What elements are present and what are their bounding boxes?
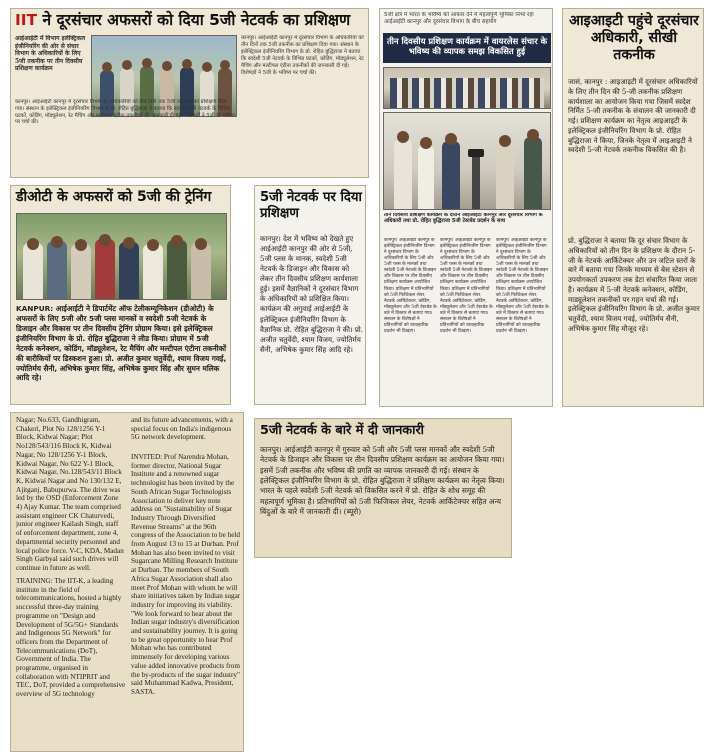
clip2-group-photo: [383, 67, 551, 109]
clip3-headline: आइआइटी पहुंचे दूरसंचार अधिकारी, सीखी तकनीक: [569, 13, 699, 63]
clipping-telecom-officers-learn: [562, 8, 704, 407]
clip7-headline: 5जी नेटवर्क के बारे में दी जानकारी: [260, 423, 424, 438]
clip7-body: कानपुर। आईआईटी कानपुर में गुरुवार को 5जी और 5जी प्लस मानकों और स्वदेशी 5जी नेटवर्क के डिजाइन और विकास पर तीन दिवसीय प्रशिक्षण कार्यक्रम का आयोजन किया गया। इसमें 5जी तकनीक और भविष्य की प्रगति का व्यापक जानकारी दी गई। संस्थान के इलेक्ट्रिकल इंजीनियरिंग विभाग के प्रो. रोहित बुद्धिराजा ने प्रशिक्षण कार्यक्रम का नेतृत्व किया। भारत के पहले स्वदेशी 5जी नेटवर्क को विकसित करने में प्रो. रोहित के शोध समूह की महत्वपूर्ण भूमिका है। प्रतिभागियों को 5जी फिजिकल लेयर, नेटवर्क आर्किटेक्चर सहित अन्य बिंदुओं के बारे में जानकारी दी। (ब्यूरो): [260, 445, 505, 517]
clip2-demo-photo: [383, 112, 551, 210]
clip4-group-photo: [16, 213, 227, 300]
clip2-body-col1: कानपुर। आईआईटी कानपुर के इलेक्ट्रिकल इंजीनियरिंग विभाग ने दूरसंचार विभाग के अधिकारियों के लिए 5जी और 5जी प्लस के मानकों तथा स्वदेशी 5जी नेटवर्क के डिजाइन और विकास पर तीन दिवसीय प्रशिक्षण कार्यक्रम आयोजित किया। प्रशिक्षण में प्रतिभागियों को 5जी फिजिकल लेयर, नेटवर्क आर्किटेक्चर, कोडिंग, मॉड्यूलेशन और 5जी टेस्टबेड के बारे में विस्तार से बताया गया। संस्थान के विशेषज्ञों ने प्रतिभागियों को व्यावहारिक प्रदर्शन भी दिखाए।: [384, 238, 437, 334]
clip6-col2: and its future advancements, with a special focus on India's indigenous 5G network development.: [131, 416, 233, 442]
clip2-top-text: 5जी क्षेत्र में भारत के भविष्य को आकार देने में महत्वपूर्ण भूमिका निभा रहा आईआईटी कानपुर और दूरसंचार विभाग के बीच सहयोग: [384, 12, 534, 25]
clipping-training-on-5g-network: [254, 185, 366, 405]
clip2-headline: तीन दिवसीय प्रशिक्षण कार्यक्रम में वायरलेस संचार के भविष्य की व्यापक समझ विकसित हुई: [386, 36, 547, 57]
clip2-headline-bar: [383, 33, 551, 63]
clip6-col2-invited: INVITED: Prof Narendra Mohan, former director, National Sugar Institute and a renowned sugar technologist has been invited by the South African Sugar Technologists Association to deliver key note address on "Sustainability of Sugar Industry Through Diversified Revenue Streams" at the 96th congress of the Association to be held from August 13 to 15 at Durban. Prof Mohan has also been invited to visit Sugarcane Milling Research Institute at Durban. The members of South Africa Sugar Association shall also meet Prof Mohan with whom he will share initiatives taken by Indian sugar industry for improving its viability. "We look forward to hear about the Indian sugar industry's diversification and sustainability journey. It is going to be great opportunity to hear Prof Mohan who has contributed immensely for developing various value added innovative products from the by-products of the sugar industry" said Muhammad Kadwa, President, SASTA.: [131, 453, 241, 696]
clip1-body-right: कानपुर। आईआईटी कानपुर में दूरसंचार विभाग के अधिकारियों को तीन दिनों तक 5जी तकनीक का प्रशिक्षण दिया गया। संस्थान के इलेक्ट्रिकल इंजीनियरिंग विभाग के प्रो. रोहित बुद्धिराजा ने बताया कि स्वदेशी 5जी नेटवर्क के विभिन्न घटकों, कोडिंग, मॉड्यूलेशन, रेट मैचिंग और मल्टीपल एंटीना तकनीकों की जानकारी दी गई। विशेषज्ञों ने 5जी के भविष्य पर चर्चा की।: [241, 35, 364, 77]
clipping-english-city-news: [10, 412, 244, 752]
clip1-headline-text: ने दूरसंचार अफसरों को दिया 5जी नेटवर्क का प्रशिक्षण: [42, 11, 351, 29]
clipping-info-about-5g-network: [254, 418, 512, 558]
clip4-body: KANPUR: आईआईटी ने डिपार्टमेंट ऑफ टेलीकम्यूनिकेशन (डीओटी) के अफसरों के लिए 5जी और 5जी प्लस मानकों व स्वदेशी 5जी नेटवर्क के डिजाइन और विकास पर तीन दिवसीय ट्रेनिंग प्रोग्राम किया। इसे इलेक्ट्रिकल इंजीनियरिंग विभाग के प्रो. रोहित बुद्धिराजा ने लीड किया। प्रोग्राम में 5जी नेटवर्क कनेक्शन, कोडिंग, मॉड्यूलेशन, रेट मैचिंग और मल्टीपल एंटीना तकनीकों की बारीकियों पर डिस्कशन हुआ। प्रो. अजीत कुमार चतुर्वेदी, श्याम विजय गवई, ज्योतिर्मय सैनी, अभिषेक कुमार सिंह, अभिषेक कुमार सिंह और सुमन मलिक आदि रहे।: [16, 304, 227, 383]
clip4-headline: डीओटी के अफसरों को 5जी की ट्रेनिंग: [16, 189, 212, 205]
clip1-body-left: कानपुर। आईआईटी कानपुर में दूरसंचार विभाग के अधिकारियों को तीन दिनों तक 5जी तकनीक का प्रशिक्षण दिया गया। संस्थान के इलेक्ट्रिकल इंजीनियरिंग विभाग के प्रो. रोहित बुद्धिराजा ने बताया कि स्वदेशी 5जी नेटवर्क के विभिन्न घटकों, कोडिंग, मॉड्यूलेशन, रेट मैचिंग और मल्टीपल एंटीना तकनीकों की जानकारी दी गई। विशेषज्ञों ने 5जी के भविष्य पर चर्चा की।: [15, 99, 235, 126]
clip5-headline: 5जी नेटवर्क पर दिया प्रशिक्षण: [260, 190, 362, 221]
clip1-headline: [15, 12, 367, 29]
clipping-dot-officers-5g-training: [10, 185, 231, 405]
clip5-body: कानपुर। देश में भविष्य को देखते हुए आईआईटी कानपुर की ओर से 5जी, 5जी प्लस के मानक, स्वदेशी 5जी नेटवर्क के डिजाइन और विकास को लेकर तीन दिवसीय प्रशिक्षण कार्यशाला हुई। इसमें वैज्ञानिकों ने दूरसंचार विभाग के अधिकारियों को प्रशिक्षित किया। कार्यक्रम की अगुवाई आईआईटी के इलेक्ट्रिकल इंजीनियरिंग विभाग के वैज्ञानिक प्रो. रोहित बुद्धिराजा ने की। प्रो. अजीत चतुर्वेदी, श्याम विजय, ज्योतिर्मय सैनी, अभिषेक कुमार सिंह आदि रहे।: [260, 234, 364, 354]
clipping-iit-telecom-officers: [10, 8, 369, 178]
clipping-wireless-future: [379, 8, 553, 407]
clip3-body2: प्रो. बुद्धिराजा ने बताया कि दूर संचार विभाग के अधिकारियों को तीन दिन के प्रशिक्षण के दौरान 5-जी के नेटवर्क आर्किटेक्चर और उन जटिल स्तरों के बारे में बताया गया जिनके माध्यम से बेस स्टेशन से उपयोगकर्ता उपकरण तक डेटा संचारित किया जाता है। कार्यक्रम में 5-जी नेटवर्क कनेक्शन, कोडिंग, माड्यूलेशन तकनीकों पर गहन चर्चा की गई। इलेक्ट्रिकल इंजीनियरिंग विभाग के प्रो. अजीत कुमार चतुर्वेदी, श्याम विजय गवई, ज्योतिर्मय सैनी, अभिषेक कुमार सिंह मौजूद रहे।: [568, 236, 700, 334]
clip2-body-col3: कानपुर। आईआईटी कानपुर के इलेक्ट्रिकल इंजीनियरिंग विभाग ने दूरसंचार विभाग के अधिकारियों के लिए 5जी और 5जी प्लस के मानकों तथा स्वदेशी 5जी नेटवर्क के डिजाइन और विकास पर तीन दिवसीय प्रशिक्षण कार्यक्रम आयोजित किया। प्रशिक्षण में प्रतिभागियों को 5जी फिजिकल लेयर, नेटवर्क आर्किटेक्चर, कोडिंग, मॉड्यूलेशन और 5जी टेस्टबेड के बारे में विस्तार से बताया गया। संस्थान के विशेषज्ञों ने प्रतिभागियों को व्यावहारिक प्रदर्शन भी दिखाए।: [496, 238, 549, 334]
clip2-photo-caption: तीन दिवसीय प्रशिक्षण कार्यक्रम के दौरान आईआईटी कानपुर और दूरसंचार विभाग के अधिकारी तथा प्रो. रोहित बुद्धिराजा 5जी टेस्टबेड प्रदर्शन के साथ: [384, 213, 543, 224]
clip1-sidebar-snippet: आईआईटी में विभाग इलेक्ट्रिकल इंजीनियरिंग की ओर से संचार विभाग के अधिकारियों के लिए 5जी तकनीक पर तीन दिवसीय प्रशिक्षण कार्यक्रम: [15, 35, 86, 72]
clip3-body: जासं, कानपुर : आइआइटी में दूरसंचार अधिकारियों के लिए तीन दिन की 5-जी तकनीक प्रशिक्षण कार्यशाला का आयोजन किया गया जिसमें स्वदेश निर्मित 5-जी तकनीक के संचालन की जानकारी दी गई। प्रशिक्षण कार्यक्रम का नेतृत्व आइआइटी के इलेक्ट्रिकल इंजीनियरिंग विभाग के प्रो. रोहित बुद्धिराजा ने किया, जिनके नेतृत्व में आइआइटी ने स्वदेशी 5-जी नेटवर्क तकनीक विकसित की है।: [568, 77, 698, 155]
clip2-body-col2: कानपुर। आईआईटी कानपुर के इलेक्ट्रिकल इंजीनियरिंग विभाग ने दूरसंचार विभाग के अधिकारियों के लिए 5जी और 5जी प्लस के मानकों तथा स्वदेशी 5जी नेटवर्क के डिजाइन और विकास पर तीन दिवसीय प्रशिक्षण कार्यक्रम आयोजित किया। प्रशिक्षण में प्रतिभागियों को 5जी फिजिकल लेयर, नेटवर्क आर्किटेक्चर, कोडिंग, मॉड्यूलेशन और 5जी टेस्टबेड के बारे में विस्तार से बताया गया। संस्थान के विशेषज्ञों ने प्रतिभागियों को व्यावहारिक प्रदर्शन भी दिखाए।: [440, 238, 493, 334]
clip1-headline-prefix: IIT: [15, 11, 38, 29]
clip6-col1-training: TRAINING: The IIT-K, a leading institute in the field of telecommunications, hosted a highly successful three-day training programme on "Design and Development of 5G/5G+ Standards and Indigenous 5G Network" for officers from the Department of Telecommunications (DoT), Government of India. The programme, organised in collaboration with NTIPRIT and TEC, DoT, provided a comprehensive overview of 5G technology: [16, 577, 126, 699]
clip6-col1: Nagar; No.633, Gandhigram, Chakeri, Plot No 128/1256 Y-1 Block, Kidwai Nagar; Plot No128/543/116 Block K, Kidwai Nagar, No 128/1256 Y-1 Block, Kidwai Nagar, No 622 Y-1 Block, Kidwai Nagar, No.128/543/11 Block K, Kidwai Nagar and No 130/132 E, Ajitganj, Babupurwa. The drive was led by the OSD (Enforcement Zone 4) Ajay Kumar. The team comprised assistant engineer CK Chaturvedi, junior engineer Kailash Singh, staff of enforcement department, zone 4, departmental security personnel and local police force. V-C, KDA, Madan Singh Garbyal said such drives will continue in future as well.: [16, 416, 124, 572]
